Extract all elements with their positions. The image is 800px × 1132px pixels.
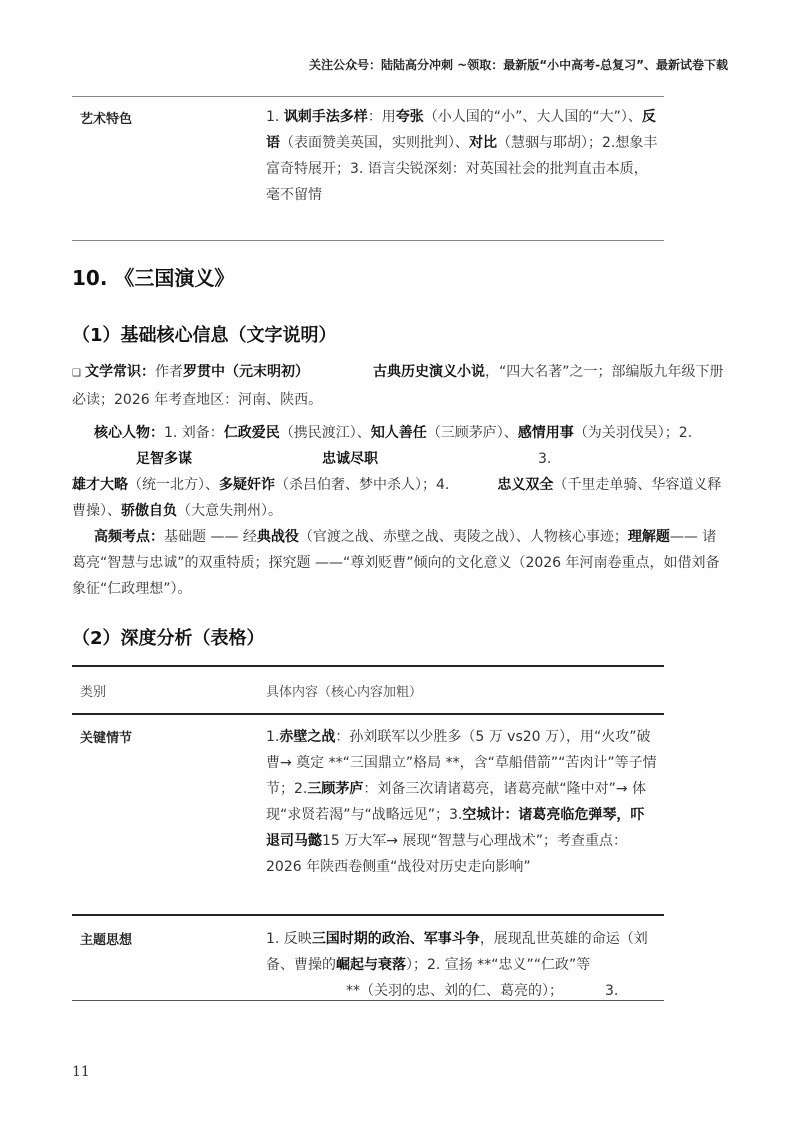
- strong-text: 对比: [469, 135, 497, 151]
- text: 1.: [266, 729, 280, 745]
- text: （三顾茅庐）、: [426, 425, 518, 441]
- top-table-row-content: [266, 104, 658, 208]
- text: 想象丰富奇特展开；3. 语言尖锐深刻：对英国社会的批判直击本质，毫不留情: [266, 135, 658, 203]
- table-row-content-theme: [266, 926, 658, 1004]
- strong-text: 忠诚尽职: [322, 451, 378, 467]
- strong-text: 空城计：诸葛亮临危弹琴，吓退司马懿: [266, 807, 645, 849]
- text: 1. 刘备：: [164, 425, 224, 441]
- text: （统一北方）、: [128, 477, 219, 493]
- text: （小人国的“小”、大人国的“大”）、: [423, 109, 642, 125]
- text: ：孙刘联军以少胜多（5 万 vs20 万），用“火攻”破曹→ 奠定 **“三国鼎立”格局 **，含“草船借箭”“苦肉计”等子情节；2.: [266, 729, 657, 797]
- literary-knowledge-paragraph: [72, 359, 724, 413]
- text: （官渡之战、赤壁之战、夷陵之战）、人物核心事迹；: [298, 529, 628, 545]
- text: （携民渡江）、: [279, 425, 371, 441]
- text: （表面赞美英国，实则批判）、: [280, 135, 469, 151]
- exam-points-paragraph: [72, 524, 724, 602]
- top-table-bottom-rule: [72, 240, 664, 241]
- core-characters-paragraph: [72, 420, 724, 524]
- strong-text: 罗贯中（元末明初）: [182, 364, 309, 380]
- strong-text: 仁政爱民: [223, 425, 280, 441]
- strong-text: 骄傲自负: [121, 503, 177, 519]
- text: ，“四大名著”之一；部编版九年级下册必读；2026 年考查地区：河南、陕西。: [72, 364, 724, 408]
- top-table-row-label: 艺术特色: [80, 112, 133, 127]
- text: （慧骃与耶胡）；2.: [497, 135, 616, 151]
- strong-text: 忠义双全: [497, 477, 554, 493]
- text: ：用: [367, 109, 396, 125]
- strong-text: 感情用事: [517, 425, 574, 441]
- analysis-table-header-rule: [72, 713, 664, 715]
- text: 3.: [538, 451, 552, 467]
- subsection-title-analysis: （2）深度分析（表格）: [72, 628, 265, 649]
- text: 基础题 —— 经: [164, 529, 257, 545]
- strong-text: 核心人物：: [94, 425, 164, 441]
- text: （杀吕伯奢、梦中杀人）；4.: [275, 477, 450, 493]
- table-row-content-plot: [266, 724, 658, 900]
- table-header-category: 类别: [80, 685, 107, 700]
- text: ，展现乱世英雄的命运（刘备、曹操的: [266, 931, 648, 973]
- strong-text: 雄才大略: [72, 477, 128, 493]
- page-header: 关注公众号：陆陆高分冲刺 ~领取：最新版“小中高考-总复习”、最新试卷下载: [309, 58, 728, 72]
- text: —— 诸葛亮“智慧与忠诚”的双重特质；探究题 ——“尊刘贬曹”倾向的文化意义（2026 年河南卷重点，如借刘备象征“仁政理想”）。: [72, 529, 720, 597]
- strong-text: 文学常识：: [84, 364, 155, 380]
- strong-text: 崛起与衰落: [336, 957, 406, 973]
- text: ）；2. 宣扬 **“忠义”“仁政”等: [406, 957, 591, 973]
- page-number: 11: [72, 1064, 90, 1080]
- strong-text: 讽刺手法多样: [283, 109, 368, 125]
- strong-text: 赤壁之战: [279, 729, 336, 745]
- strong-text: 高频考点：: [94, 529, 164, 545]
- section-title: 10. 《三国演义》: [72, 266, 235, 290]
- text: 1.: [266, 109, 280, 125]
- text: （千里走单骑、华容道义释曹操）、: [72, 477, 722, 519]
- strong-text: 反语: [266, 109, 656, 151]
- table-row-label-plot: 关键情节: [80, 731, 133, 746]
- text: 1. 反映: [266, 931, 312, 947]
- text: 3.: [605, 983, 619, 999]
- subsection-title-basic: （1）基础核心信息（文字说明）: [72, 325, 337, 346]
- analysis-table-top-rule: [72, 665, 664, 667]
- table-header-content: 具体内容（核心内容加粗）: [266, 685, 423, 700]
- strong-text: 古典历史演义小说: [372, 364, 485, 380]
- strong-text: 典战役: [256, 529, 299, 545]
- table-row-label-theme: 主题思想: [80, 933, 133, 948]
- analysis-table-row-rule: [72, 914, 664, 916]
- text: 作者: [154, 364, 183, 380]
- analysis-table-bottom-rule: [72, 1000, 664, 1001]
- strong-text: 多疑奸诈: [219, 477, 275, 493]
- text: （为关羽伐吴）；2.: [573, 425, 693, 441]
- text: ：刘备三次请诸葛亮，诸葛亮献“隆中对”→ 体现“求贤若渴”与“战略远见”；3.: [266, 781, 647, 823]
- strong-text: 理解题: [627, 529, 670, 545]
- strong-text: 知人善任: [370, 425, 427, 441]
- strong-text: 三国时期的政治、军事斗争: [311, 931, 480, 947]
- strong-text: 三顾茅庐: [307, 781, 364, 797]
- text: （大意失荆州）。: [177, 503, 282, 519]
- strong-text: 足智多谋: [136, 451, 192, 467]
- text: 15 万大军→ 展现“智慧与心理战术”；考查重点：2026 年陕西卷侧重“战役对历史走向影响”: [266, 833, 627, 875]
- bullet-icon: ❑: [72, 368, 81, 379]
- top-table-top-rule: [72, 96, 664, 97]
- strong-text: 夸张: [395, 109, 424, 125]
- text: **（关羽的忠、刘的仁、葛亮的）；: [346, 983, 563, 999]
